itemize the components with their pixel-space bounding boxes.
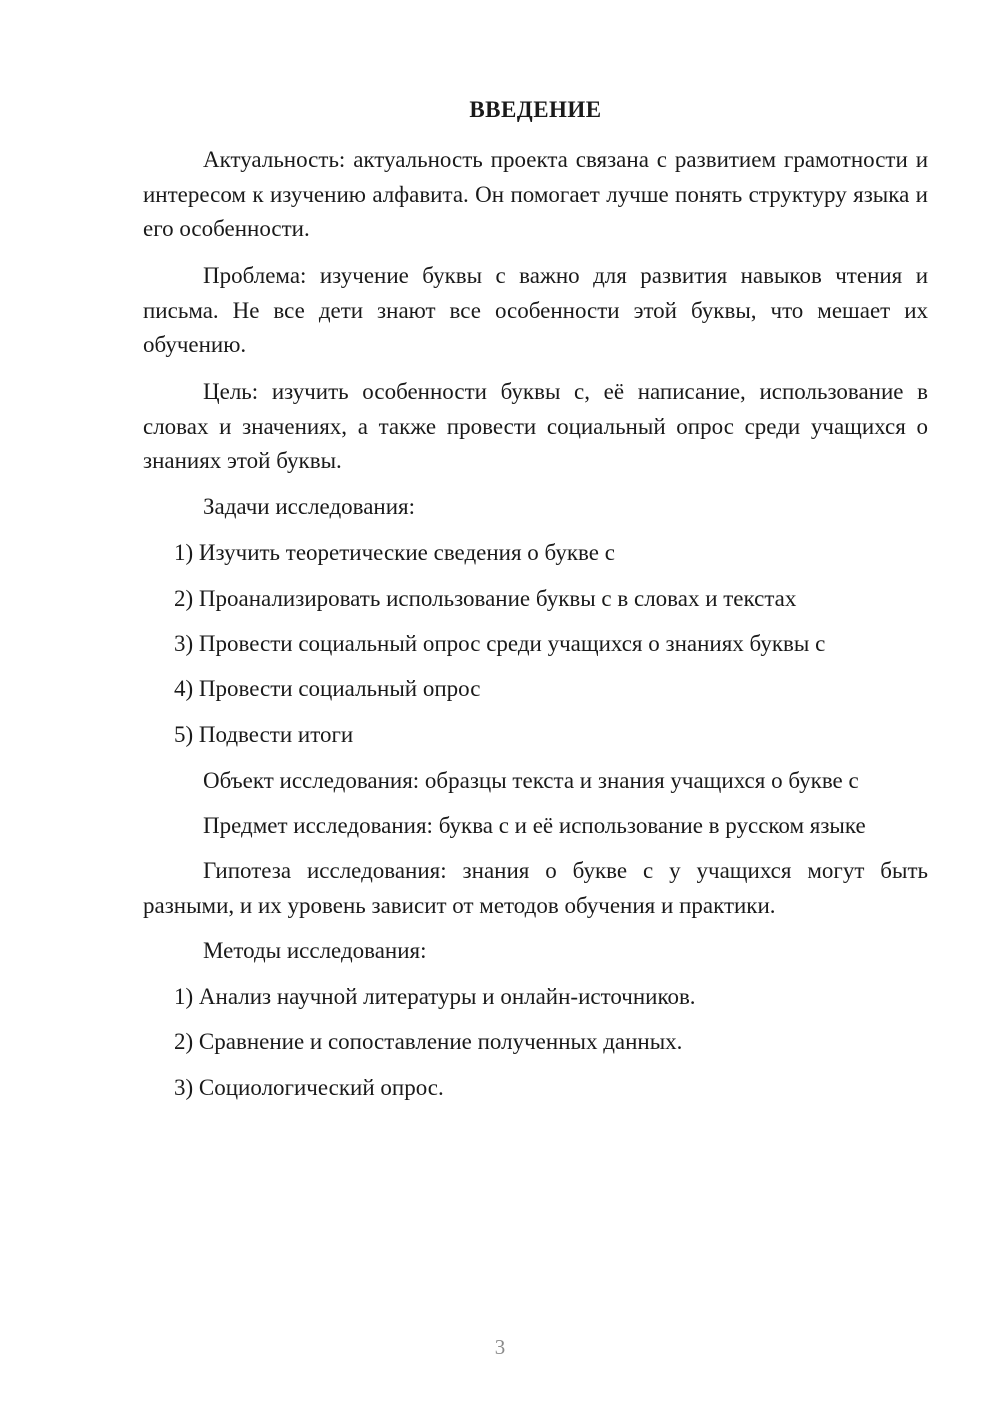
task-item: 3) Провести социальный опрос среди учащихся о знаниях буквы с (174, 631, 826, 656)
problem-paragraph: Проблема: изучение буквы с важно для развития навыков чтения и письма. Не все дети знают все особенности этой буквы, что мешает их обучению. (143, 263, 928, 357)
task-item: 5) Подвести итоги (174, 722, 354, 747)
method-item: 1) Анализ научной литературы и онлайн-источников. (174, 984, 696, 1009)
object-paragraph: Объект исследования: образцы текста и знания учащихся о букве с (203, 768, 859, 793)
page-title: ВВЕДЕНИЕ (469, 97, 602, 122)
method-item: 3) Социологический опрос. (174, 1075, 444, 1100)
method-item: 2) Сравнение и сопоставление полученных данных. (174, 1029, 683, 1054)
relevance-paragraph: Актуальность: актуальность проекта связана с развитием грамотности и интересом к изучению алфавита. Он помогает лучше понять структуру языка и его особенности. (143, 147, 928, 241)
methods-heading: Методы исследования: (203, 938, 427, 963)
task-item: 4) Провести социальный опрос (174, 676, 481, 701)
tasks-heading: Задачи исследования: (203, 494, 416, 519)
goal-paragraph: Цель: изучить особенности буквы с, её написание, использование в словах и значениях, а также провести социальный опрос среди учащихся о знаниях этой буквы. (143, 379, 928, 473)
task-item: 1) Изучить теоретические сведения о букве с (174, 540, 615, 565)
task-item: 2) Проанализировать использование буквы с в словах и текстах (174, 586, 797, 611)
hypothesis-paragraph: Гипотеза исследования: знания о букве с у учащихся могут быть разными, и их уровень зависит от методов обучения и практики. (143, 858, 928, 918)
subject-paragraph: Предмет исследования: буква с и её использование в русском языке (203, 813, 866, 838)
page-number: 3 (494, 1335, 506, 1359)
